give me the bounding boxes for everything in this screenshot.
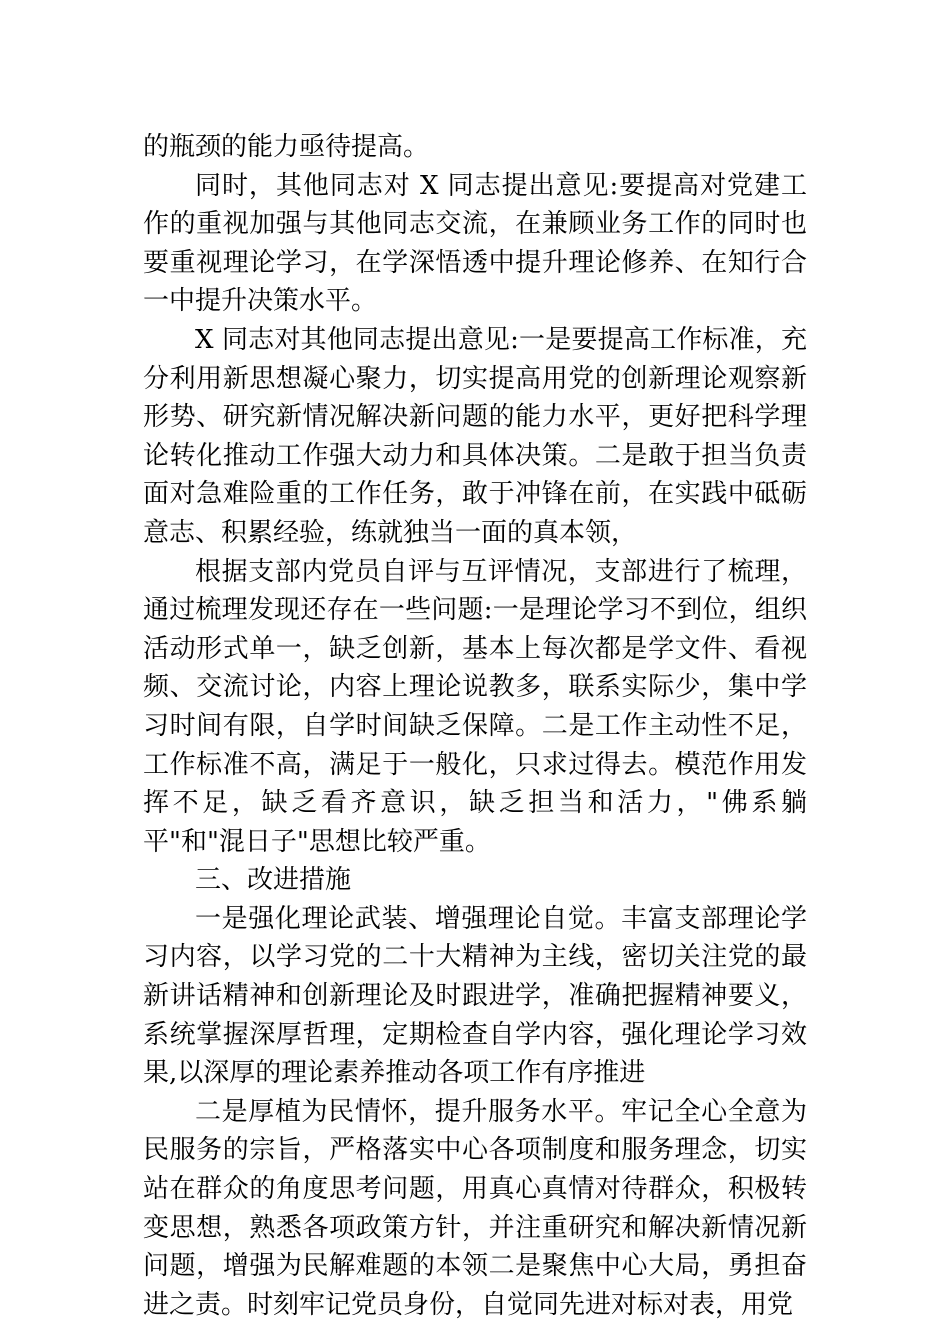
paragraph-continuation: 的瓶颈的能力亟待提高。 xyxy=(143,132,430,162)
paragraph-branch-review: 根据支部内党员自评与互评情况，支部进行了梳理，通过梳理发现还存在一些问题:一是理论学习不到位，组织活动形式单一，缺乏创新，基本上每次都是学文件、看视频、交流讨论，内容上理论说教多，联系实际少，集中学习时间有限，自学时间缺乏保障。二是工作主动性不足，工作标准不高，满足于一般化，只求过得去。模范作用发挥不足，缺乏看齐意识，缺乏担当和活力，"佛系躺平"和"混日子"思想比较严重。 xyxy=(143,556,807,857)
paragraph-measure-two: 二是厚植为民情怀，提升服务水平。牢记全心全意为民服务的宗旨，严格落实中心各项制度和服务理念，切实站在群众的角度思考问题，用真心真情对待群众，积极转变思想，熟悉各项政策方针，并注重研究和解决新情况新问题，增强为民解难题的本领二是聚焦中心大局，勇担奋进之责。时刻牢记党员身份，自觉同先进对标对表，用党 xyxy=(143,1096,807,1320)
paragraph-measure-one: 一是强化理论武装、增强理论自觉。丰富支部理论学习内容，以学习党的二十大精神为主线，密切关注党的最新讲话精神和创新理论及时跟进学，准确把握精神要义，系统掌握深厚哲理，定期检查自学内容，强化理论学习效果,以深厚的理论素养推动各项工作有序推进 xyxy=(143,903,807,1089)
paragraph-opinion-to-x: 同时，其他同志对 X 同志提出意见:要提高对党建工作的重视加强与其他同志交流，在兼顾业务工作的同时也要重视理论学习，在学深悟透中提升理论修养、在知行合一中提升决策水平。 xyxy=(143,170,807,317)
document-body xyxy=(143,128,807,1324)
section-heading-improvement: 三、改进措施 xyxy=(195,865,352,896)
paragraph-x-opinion: X 同志对其他同志提出意见:一是要提高工作标准，充分利用新思想凝心聚力，切实提高用党的创新理论观察新形势、研究新情况解决新问题的能力水平，更好把科学理论转化推动工作强大动力和具体决策。二是敢于担当负责面对急难险重的工作任务，敢于冲锋在前，在实践中砥砺意志、积累经验，练就独当一面的真本领， xyxy=(143,324,807,548)
